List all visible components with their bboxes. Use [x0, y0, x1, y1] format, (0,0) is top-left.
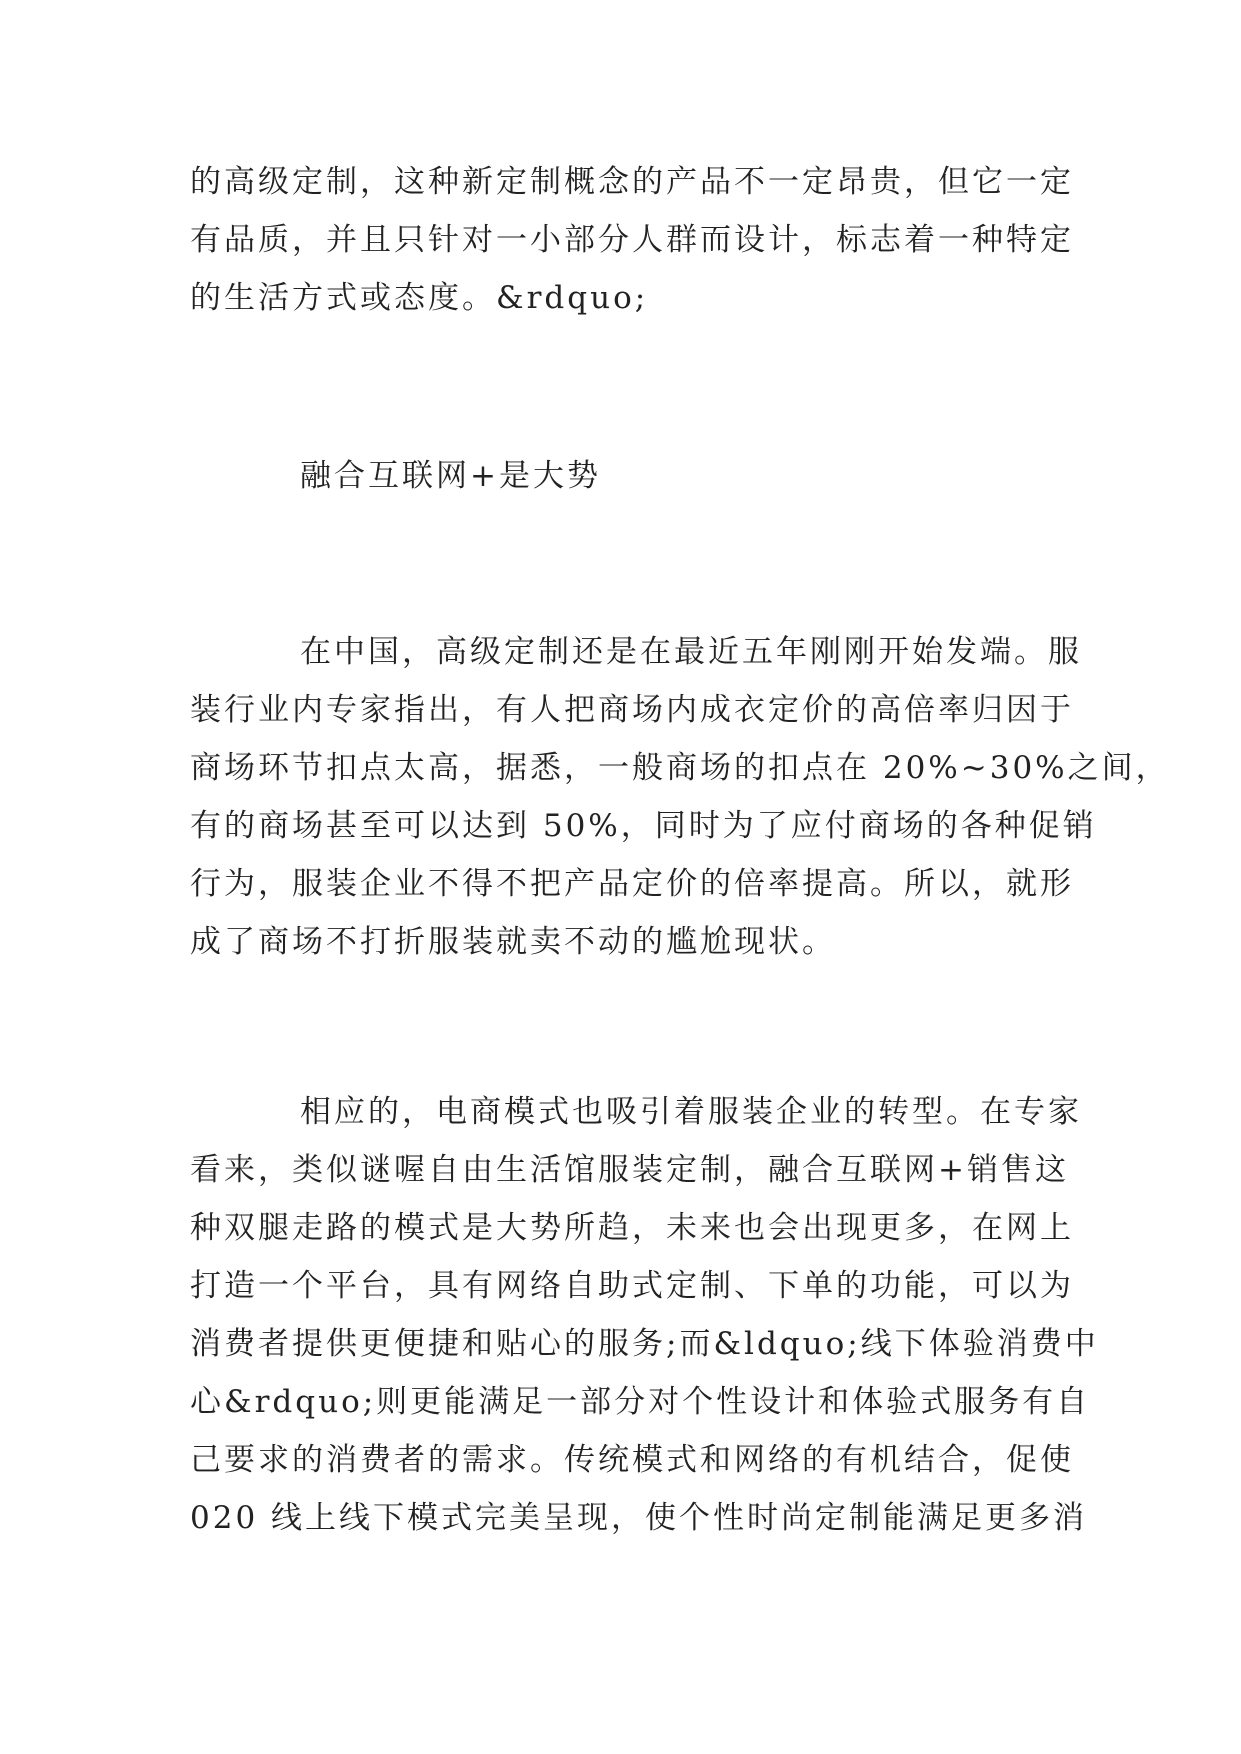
paragraph-2-line-4: 有的商场甚至可以达到 50%，同时为了应付商场的各种促销	[190, 808, 1097, 844]
paragraph-1-line-1: 的高级定制，这种新定制概念的产品不一定昂贵，但它一定	[190, 164, 1074, 200]
section-heading-text: 融合互联网+是大势	[300, 458, 601, 494]
paragraph-3-line-5: 消费者提供更便捷和贴心的服务;而&ldquo;线下体验消费中	[190, 1326, 1099, 1362]
paragraph-3-line-7: 己要求的消费者的需求。传统模式和网络的有机结合，促使	[190, 1442, 1074, 1478]
paragraph-1	[190, 153, 1074, 327]
paragraph-1-line-2: 有品质，并且只针对一小部分人群而设计，标志着一种特定	[190, 222, 1074, 258]
paragraph-2-line-3: 商场环节扣点太高，据悉，一般商场的扣点在 20%~30%之间，	[190, 750, 1170, 786]
paragraph-3-line-4: 打造一个平台，具有网络自助式定制、下单的功能，可以为	[190, 1268, 1074, 1304]
section-heading	[190, 447, 1060, 505]
paragraph-2	[190, 623, 1170, 971]
paragraph-3	[190, 1083, 1099, 1547]
paragraph-3-line-3: 种双腿走路的模式是大势所趋，未来也会出现更多，在网上	[190, 1210, 1074, 1246]
paragraph-3-line-1: 相应的，电商模式也吸引着服装企业的转型。在专家	[300, 1094, 1082, 1130]
paragraph-1-line-3: 的生活方式或态度。&rdquo;	[190, 280, 649, 316]
paragraph-2-line-5: 行为，服装企业不得不把产品定价的倍率提高。所以，就形	[190, 866, 1074, 902]
paragraph-3-line-6: 心&rdquo;则更能满足一部分对个性设计和体验式服务有自	[190, 1384, 1091, 1420]
paragraph-3-line-2: 看来，类似谜喔自由生活馆服装定制，融合互联网+销售这	[190, 1152, 1069, 1188]
paragraph-2-line-1: 在中国，高级定制还是在最近五年刚刚开始发端。服	[300, 634, 1082, 670]
paragraph-3-line-8: 020 线上线下模式完美呈现，使个性时尚定制能满足更多消	[190, 1500, 1088, 1536]
paragraph-2-line-6: 成了商场不打折服装就卖不动的尴尬现状。	[190, 924, 836, 960]
paragraph-2-line-2: 装行业内专家指出，有人把商场内成衣定价的高倍率归因于	[190, 692, 1074, 728]
